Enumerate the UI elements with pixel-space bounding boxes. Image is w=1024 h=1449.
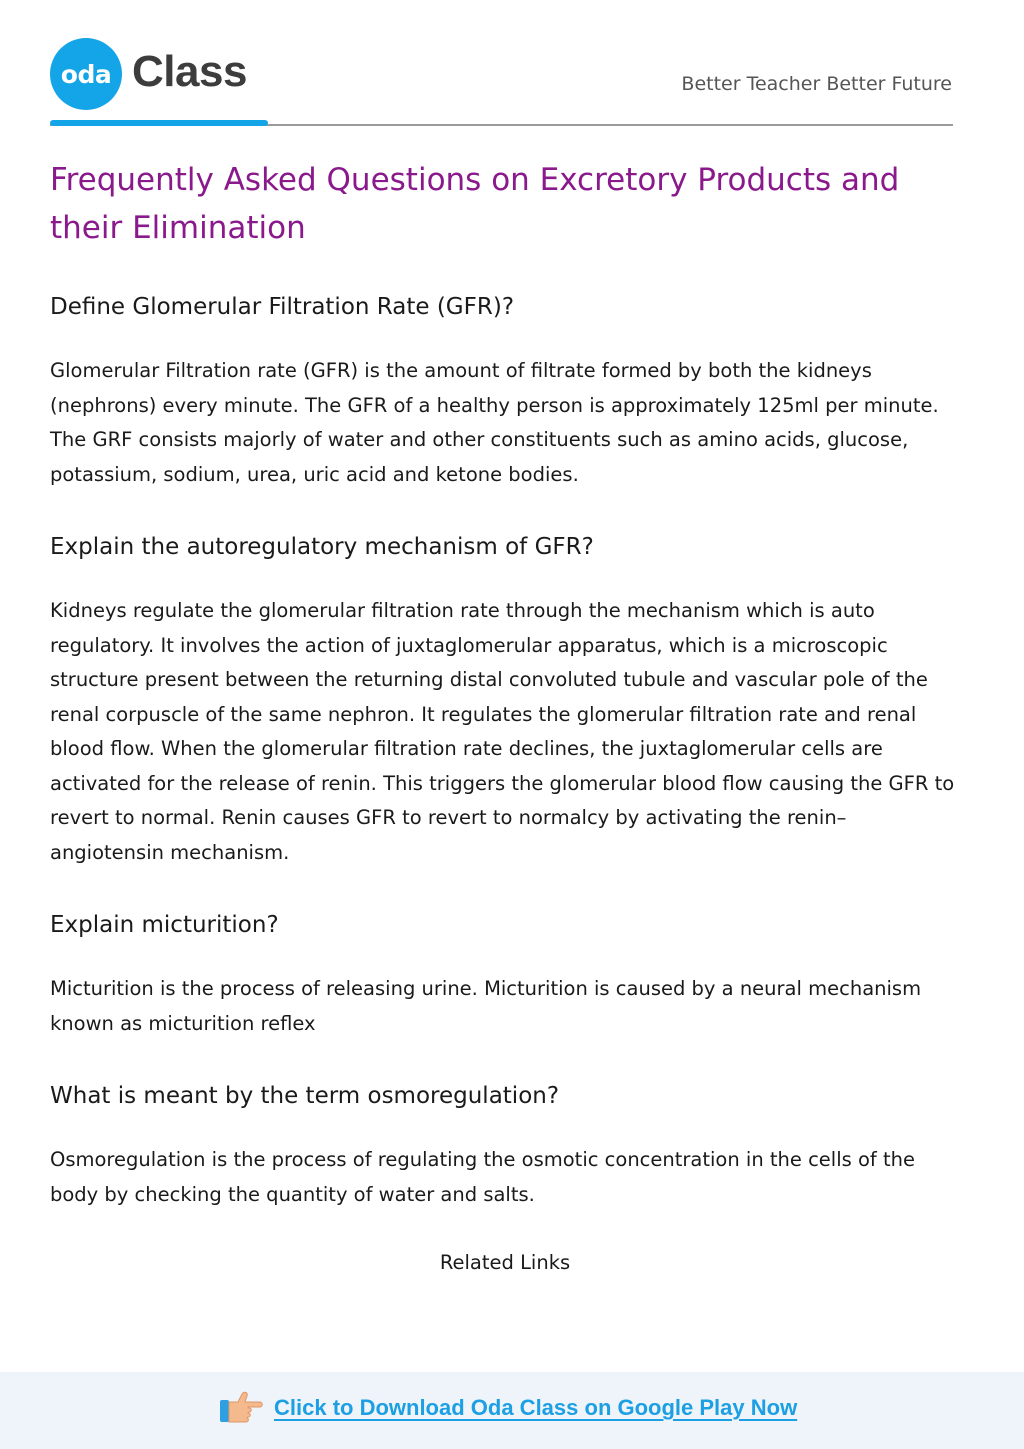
tagline: Better Teacher Better Future <box>681 73 952 95</box>
faq-answer: Glomerular Filtration rate (GFR) is the amount of filtrate formed by both the kidneys (nephrons) every minute. The GFR of a healthy person is approximately 125ml per minute. The GRF consists majorly of water and other constituents such as amino acids, glucose, potassium, sodium, urea, uric acid and ketone bodies. <box>50 359 939 486</box>
faq-answer: Micturition is the process of releasing urine. Micturition is caused by a neural mechanism known as micturition reflex <box>50 977 922 1035</box>
pointing-hand-icon <box>218 1390 264 1426</box>
faq-answer: Osmoregulation is the process of regulating the osmotic concentration in the cells of the body by checking the quantity of water and salts. <box>50 1148 915 1206</box>
header-accent-bar <box>50 120 268 126</box>
download-link[interactable]: Click to Download Oda Class on Google Play Now <box>274 1395 798 1420</box>
download-footer-banner <box>0 1372 1024 1449</box>
faq-question: Explain micturition? <box>50 912 279 938</box>
page-header <box>0 0 1024 130</box>
oda-logo-mark[interactable] <box>50 38 122 110</box>
download-cta[interactable] <box>218 1390 797 1426</box>
faq-question: Explain the autoregulatory mechanism of GFR? <box>50 534 594 560</box>
faq-answer: Kidneys regulate the glomerular filtration rate through the mechanism which is auto regulatory. It involves the action of juxtaglomerular apparatus, which is a microscopic structure present between the returning distal convoluted tubule and vascular pole of the renal corpuscle of the same nephron. It regulates the glomerular filtration rate and renal blood flow. When the glomerular filtration rate declines, the juxtaglomerular cells are activated for the release of renin. This triggers the glomerular blood flow causing the GFR to revert to normal. Renin causes GFR to revert to normalcy by activating the renin–angiotensin mechanism. <box>50 599 955 864</box>
related-links-heading[interactable]: Related Links <box>439 1251 571 1274</box>
logo-wordmark[interactable]: Class <box>132 47 247 96</box>
main-content <box>50 156 960 1278</box>
faq-question: Define Glomerular Filtration Rate (GFR)? <box>50 294 515 320</box>
logo-mark-text: oda <box>60 59 112 89</box>
faq-question: What is meant by the term osmoregulation? <box>50 1083 560 1109</box>
page-title: Frequently Asked Questions on Excretory Products and their Elimination <box>50 162 900 246</box>
